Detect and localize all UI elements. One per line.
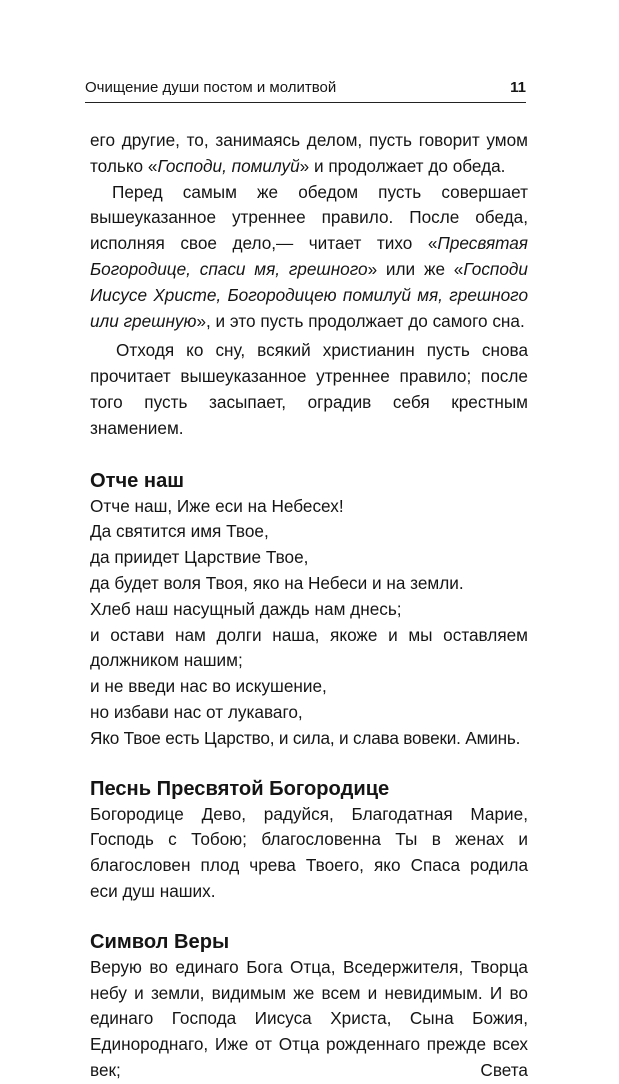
prayer-line: и не введи нас во искушение, [90,676,327,697]
prayer-line: должником нашим; [90,650,243,671]
prayer-line: Да святится имя Твое, [90,521,269,542]
prayer-otche-nash [90,494,528,752]
running-title: Очищение души постом и молитвой [85,79,337,96]
prayer-line: да приидет Царствие Твое, [90,547,309,568]
prayer-line: и остави нам долги наша, якоже и мы оставляем [90,624,528,645]
page-number: 11 [510,79,526,96]
section-heading-bogorodice: Песнь Пресвятой Богородице [90,777,390,800]
intro-paragraph-3: Отходя ко сну, всякий христианин пусть снова прочитает вышеуказанное утреннее правило; после того пусть засыпает, оградив себя крестным знамением. [90,340,528,438]
section-heading-simvol-very: Символ Веры [90,930,230,953]
page-body [90,128,528,1084]
section-heading-otche-nash: Отче наш [90,469,185,492]
intro-paragraph-1: его другие, то, занимаясь делом, пусть говорит умом только «Господи, помилуй» и продолжает до обеда. [90,130,528,176]
running-header [85,80,526,103]
prayer-quote: Господи, помилуй [157,155,300,176]
prayer-quote: Господи Иисусе Христе, Богородицею помилуй мя, грешного или грешную [90,258,528,331]
prayer-line: да будет воля Твоя, яко на Небеси и на земли. [90,572,464,593]
prayer-line: Хлеб наш насущный даждь нам днесь; [90,598,402,619]
prayer-line: Отче наш, Иже еси на Небесех! [90,495,344,516]
prayer-line: но избави нас от лукаваго, [90,701,303,722]
prayer-line: Яко Твое есть Царство, и сила, и слава вовеки. Аминь. [90,727,521,748]
intro-paragraph-2: Перед самым же обедом пусть совершает вышеуказанное утреннее правило. После обеда, исполняя свое дело,— читает тихо «Пресвятая Богородице, спаси мя, грешного» или же «Господи Иисусе Христе, Богородицею помилуй мя, грешного или грешную», и это пусть продолжает до самого сна. [90,181,528,331]
prayer-bogorodice: Богородице Дево, радуйся, Благодатная Марие, Господь с Тобою; благословенна Ты в женах и благословен плод чрева Твоего, яко Спаса родила еси душ наших. [90,803,528,901]
prayer-quote: Пресвятая Богородице, спаси мя, грешного [90,233,528,279]
prayer-simvol-very: Верую во единаго Бога Отца, Вседержителя, Творца небу и земли, видимым же всем и невидимым. И во единаго Господа Иисуса Христа, Сына Божия, Единороднаго, Иже от Отца рожденнаго прежде всех век; Света [90,956,528,1080]
